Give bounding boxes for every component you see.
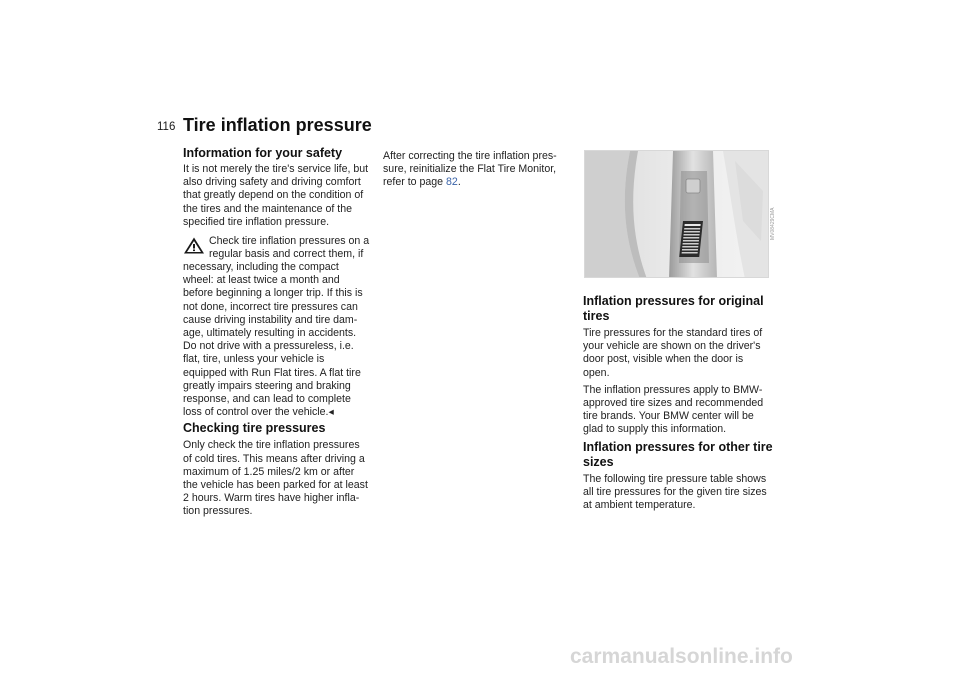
text-line: door post, visible when the door is (583, 353, 744, 366)
other-sizes-heading (583, 440, 778, 470)
text-line: 2 hours. Warm tires have higher infla- (183, 492, 360, 505)
text-line: tion pressures. (183, 505, 253, 518)
text-line: wheel: at least twice a month and (183, 274, 340, 287)
checking-heading: Checking tire pressures (183, 421, 326, 436)
text-line: After correcting the tire inflation pres- (383, 150, 557, 162)
page-number: 116 (157, 121, 176, 133)
original-tires-paragraph-2 (583, 384, 778, 437)
heading-line: Inflation pressures for other tire (583, 439, 773, 454)
safety-heading: Information for your safety (183, 146, 343, 160)
column-1 (183, 146, 378, 229)
original-tires-paragraph-1 (583, 327, 778, 380)
heading-line: sizes (583, 454, 614, 469)
checking-paragraph (183, 439, 378, 518)
text-line: approved tire sizes and recommended (583, 397, 764, 410)
text-line: your vehicle are shown on the driver's (583, 340, 761, 353)
text-line: The inflation pressures apply to BMW- (583, 383, 763, 396)
column-3 (583, 294, 778, 512)
door-post-illustration (585, 151, 769, 278)
text-line: Tire pressures for the standard tires of (583, 327, 763, 339)
text-line: before beginning a longer trip. If this is (183, 287, 363, 300)
refer-text: refer to page (383, 176, 447, 189)
text-line: glad to supply this information. (583, 423, 727, 436)
text-line: Do not drive with a pressureless, i.e. (183, 340, 354, 353)
text-line: the tires and the maintenance of the (183, 202, 353, 215)
text-line: sure, reinitialize the Flat Tire Monitor, (383, 163, 557, 176)
text-line: equipped with Run Flat tires. A flat tire (183, 366, 361, 379)
text-line: not done, incorrect tire pressures can (183, 300, 358, 313)
page-title: Tire inflation pressure (183, 115, 372, 135)
warning-first-lines (209, 235, 369, 261)
door-post-tire-label-photo (584, 150, 769, 278)
text-line: at ambient temperature. (583, 499, 696, 512)
text-line: tire brands. Your BMW center will be (583, 410, 754, 423)
column-2 (383, 150, 578, 190)
text-line: regular basis and correct them, if (209, 248, 364, 261)
refer-end: . (457, 176, 461, 189)
text-line: that greatly depend on the condition of (183, 189, 364, 202)
text-line: the vehicle has been parked for at least (183, 479, 368, 492)
text-line: necessary, including the compact (183, 261, 339, 273)
text-line: response, and can lead to complete (183, 393, 351, 406)
warning-last-line: loss of control over the vehicle. (183, 406, 329, 419)
text-line: The following tire pressure table shows (583, 472, 767, 485)
photo-code: MV08429CMA (770, 207, 776, 240)
text-line: cause driving instability and tire dam- (183, 313, 358, 326)
text-line: Check tire inflation pressures on a (209, 235, 370, 247)
warning-paragraph (183, 261, 378, 519)
text-line: of cold tires. This means after driving a (183, 452, 365, 465)
text-line: greatly impairs steering and braking (183, 379, 351, 392)
page-82-link[interactable]: 82 (446, 176, 458, 189)
text-line (383, 176, 578, 189)
text-line: Only check the tire inflation pressures (183, 439, 360, 452)
warning-triangle-icon (183, 236, 205, 255)
original-tires-heading (583, 294, 778, 324)
text-line: maximum of 1.25 miles/2 km or after (183, 465, 355, 478)
text-line: flat, tire, unless your vehicle is (183, 353, 325, 366)
heading-line: Inflation pressures for original (583, 294, 764, 308)
text-line: also driving safety and driving comfort (183, 176, 361, 189)
other-sizes-paragraph (583, 473, 778, 513)
text-line: It is not merely the tire's service life, but (183, 163, 369, 175)
safety-paragraph (183, 163, 378, 229)
end-marker-icon: ◂ (328, 406, 334, 419)
watermark: carmanualsonline.info (570, 645, 793, 668)
text-line: age, ultimately resulting in accidents. (183, 327, 357, 340)
heading-line: tires (583, 309, 610, 323)
text-line (183, 406, 378, 419)
text-line: open. (583, 366, 610, 379)
text-line: specified tire inflation pressure. (183, 215, 330, 228)
text-line: all tire pressures for the given tire sizes (583, 485, 767, 498)
